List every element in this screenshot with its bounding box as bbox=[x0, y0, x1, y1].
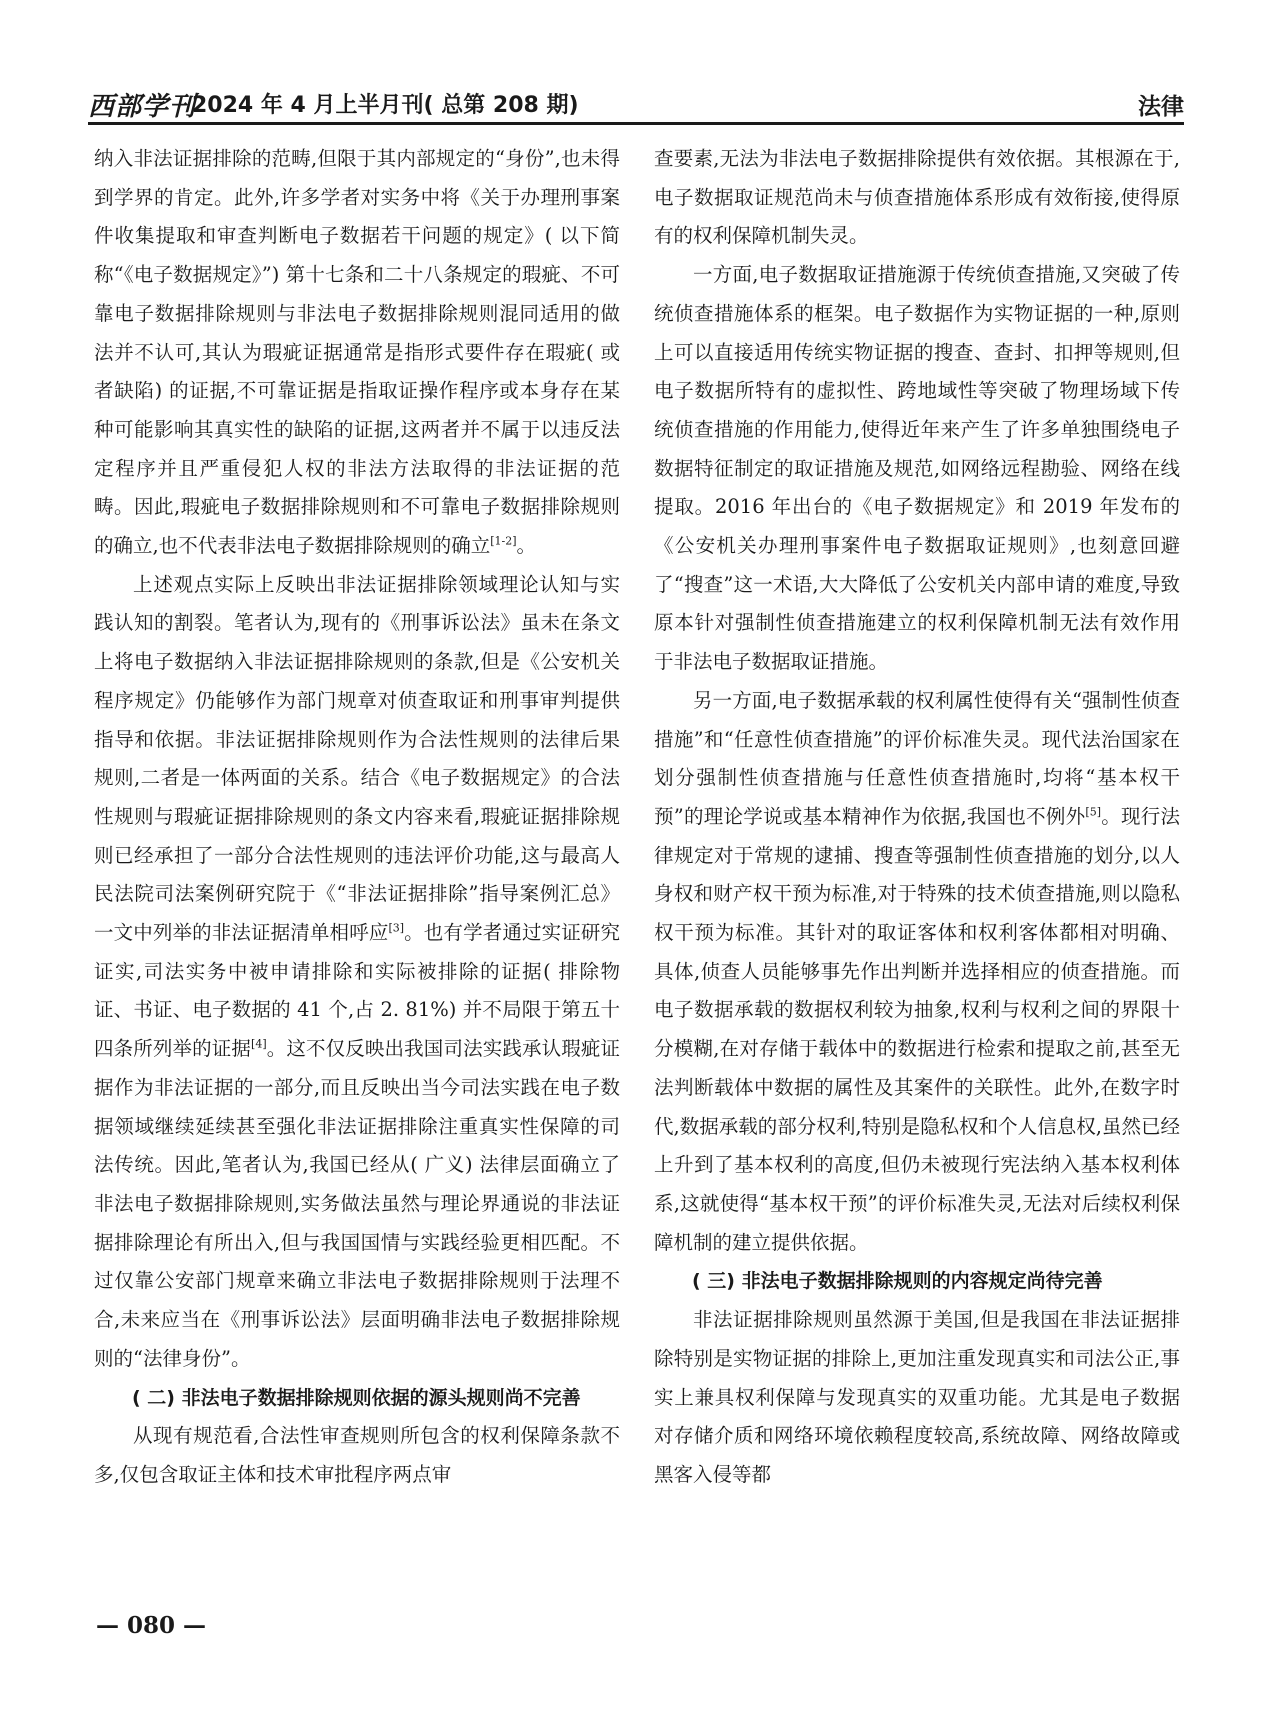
paragraph: 上述观点实际上反映出非法证据排除领域理论认知与实践认知的割裂。笔者认为,现有的《刑事诉讼法》虽未在条文上将电子数据纳入非法证据排除规则的条款,但是《公安机关程序规定》仍能够作为部门规章对侦查取证和刑事审判提供指导和依据。非法证据排除规则作为合法性规则的法律后果规则,二者是一体两面的关系。结合《电子数据规定》的合法性规则与瑕疵证据排除规则的条文内容来看,瑕疵证据排除规则已经承担了一部分合法性规则的违法评价功能,这与最高人民法院司法案例研究院于《“非法证据排除”指导案例汇总》一文中列举的非法证据清单相呼应[3]。也有学者通过实证研究证实,司法实务中被申请排除和实际被排除的证据( 排除物证、书证、电子数据的 41 个,占 2. 81%) 并不局限于第五十四条所列举的证据[4]。这不仅反映出我国司法实践承认瑕疵证据作为非法证据的一部分,而且反映出当今司法实践在电子数据领域继续延续甚至强化非法证据排除注重真实性保障的司法传统。因此,笔者认为,我国已经从( 广义) 法律层面确立了非法电子数据排除规则,实务做法虽然与理论界通说的非法证据排除理论有所出入,但与我国国情与实践经验更相匹配。不过仅靠公安部门规章来确立非法电子数据排除规则于法理不合,未来应当在《刑事诉讼法》层面明确非法电子数据排除规则的“法律身份”。 bbox=[94, 572, 620, 1370]
paragraph: 纳入非法证据排除的范畴,但限于其内部规定的“身份”,也未得到学界的肯定。此外,许多学者对实务中将《关于办理刑事案件收集提取和审查判断电子数据若干问题的规定》( 以下简称“《电子数据规定》”) 第十七条和二十八条规定的瑕疵、不可靠电子数据排除规则与非法电子数据排除规则混同适用的做法并不认可,其认为瑕疵证据通常是指形式要件存在瑕疵( 或者缺陷) 的证据,不可靠证据是指取证操作程序或本身存在某种可能影响其真实性的缺陷的证据,这两者并不属于以违反法定程序并且严重侵犯人权的非法方法取得的非法证据的范畴。因此,瑕疵电子数据排除规则和不可靠电子数据排除规则的确立,也不代表非法电子数据排除规则的确立[1-2]。 bbox=[94, 147, 620, 558]
page-header bbox=[88, 86, 1184, 122]
paragraph: 另一方面,电子数据承载的权利属性使得有关“强制性侦查措施”和“任意性侦查措施”的评价标准失灵。现代法治国家在划分强制性侦查措施与任意性侦查措施时,均将“基本权干预”的理论学说或基本精神作为依据,我国也不例外[5]。现行法律规定对于常规的逮捕、搜查等强制性侦查措施的划分,以人身权和财产权干预为标准,对于特殊的技术侦查措施,则以隐私权干预为标准。其针对的取证客体和权利客体都相对明确、具体,侦查人员能够事先作出判断并选择相应的侦查措施。而电子数据承载的数据权利较为抽象,权利与权利之间的界限十分模糊,在对存储于载体中的数据进行检索和提取之前,甚至无法判断载体中数据的属性及其案件的关联性。此外,在数字时代,数据承载的部分权利,特别是隐私权和个人信息权,虽然已经上升到了基本权利的高度,但仍未被现行宪法纳入基本权利体系,这就使得“基本权干预”的评价标准失灵,无法对后续权利保障机制的建立提供依据。 bbox=[654, 688, 1180, 1254]
section-heading: ( 三) 非法电子数据排除规则的内容规定尚待完善 bbox=[692, 1270, 1103, 1293]
citation[interactable]: [3] bbox=[388, 921, 405, 935]
paragraph: 从现有规范看,合法性审查规则所包含的权利保障条款不多,仅包含取证主体和技术审批程序两点审 bbox=[94, 1424, 620, 1486]
citation[interactable]: [1-2] bbox=[490, 534, 517, 548]
journal-logo: 西部学刊 bbox=[88, 92, 197, 122]
paragraph: 一方面,电子数据取证措施源于传统侦查措施,又突破了传统侦查措施体系的框架。电子数据作为实物证据的一种,原则上可以直接适用传统实物证据的搜查、查封、扣押等规则,但电子数据所特有的虚拟性、跨地域性等突破了物理场域下传统侦查措施的作用能力,使得近年来产生了许多单独围绕电子数据特征制定的取证措施及规范,如网络远程勘验、网络在线提取。2016 年出台的《电子数据规定》和 2019 年发布的《公安机关办理刑事案件电子数据取证规则》,也刻意回避了“搜查”这一术语,大大降低了公安机关内部申请的难度,导致原本针对强制性侦查措施建立的权利保障机制无法有效作用于非法电子数据取证措施。 bbox=[654, 263, 1180, 674]
issue-info: 2024 年 4 月上半月刊( 总第 208 期) bbox=[192, 93, 579, 118]
section-title: 法律 bbox=[1138, 94, 1184, 120]
paragraph: 查要素,无法为非法电子数据排除提供有效依据。其根源在于,电子数据取证规范尚未与侦查措施体系形成有效衔接,使得原有的权利保障机制失灵。 bbox=[654, 147, 1180, 248]
header-rule bbox=[88, 122, 1184, 125]
section-heading: ( 二) 非法电子数据排除规则依据的源头规则尚不完善 bbox=[132, 1386, 581, 1409]
citation[interactable]: [4] bbox=[251, 1037, 267, 1051]
right-column bbox=[654, 140, 1180, 1495]
left-column bbox=[94, 140, 620, 1495]
citation[interactable]: [5] bbox=[1085, 805, 1101, 819]
paragraph: 非法证据排除规则虽然源于美国,但是我国在非法证据排除特别是实物证据的排除上,更加注重发现真实和司法公正,事实上兼具权利保障与发现真实的双重功能。尤其是电子数据对存储介质和网络环境依赖程度较高,系统故障、网络故障或黑客入侵等都 bbox=[654, 1308, 1180, 1486]
page-number: — 080 — bbox=[96, 1612, 207, 1639]
